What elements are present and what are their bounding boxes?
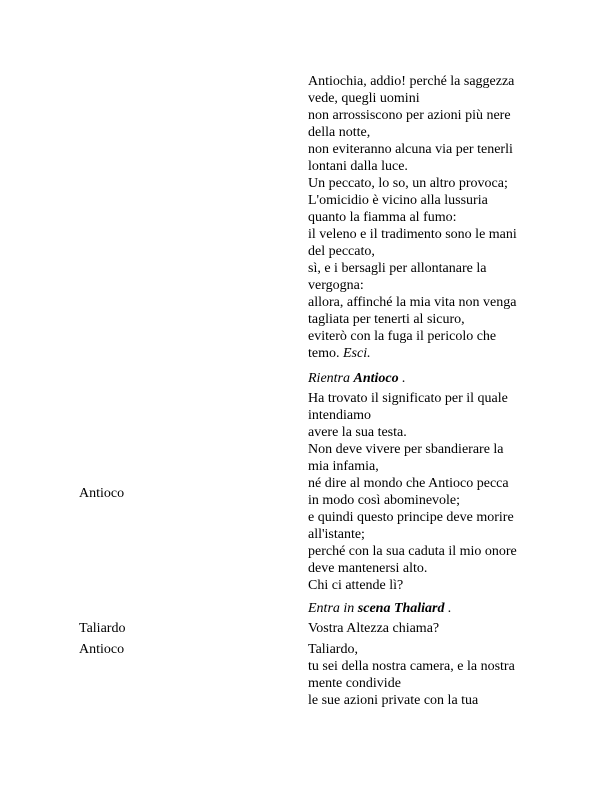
verse-line: sì, e i bersagli per allontanare la	[308, 261, 487, 276]
verse-line: non arrossiscono per azioni più nere	[308, 108, 511, 123]
verse-line: Non deve vivere per sbandierare la	[308, 442, 504, 457]
stage-direction-text: .	[444, 601, 452, 616]
verse-line: tagliata per tenerti al sicuro,	[308, 312, 465, 327]
speech-block-4	[308, 641, 543, 709]
speaker-name: Antioco	[79, 486, 125, 501]
verse-line: perché con la sua caduta il mio onore	[308, 544, 517, 559]
character-name: Antioco	[353, 371, 399, 386]
stage-direction-text: Entra in	[308, 601, 358, 616]
stage-direction-exit: Esci.	[343, 346, 371, 361]
verse-line: mia infamia,	[308, 459, 379, 474]
verse-line: eviterò con la fuga il pericolo che	[308, 329, 497, 344]
verse-line: in modo così abominevole;	[308, 493, 461, 508]
verse-line: del peccato,	[308, 244, 375, 259]
verse-line: intendiamo	[308, 408, 371, 423]
verse-line: Ha trovato il significato per il quale	[308, 391, 508, 406]
speaker-name: Taliardo	[79, 621, 126, 636]
verse-line: mente condivide	[308, 676, 401, 691]
verse-line: non eviteranno alcuna via per tenerli	[308, 142, 513, 157]
verse-line: Antiochia, addio! perché la saggezza	[308, 74, 515, 89]
verse-line: Vostra Altezza chiama?	[308, 621, 440, 636]
verse-line: della notte,	[308, 125, 371, 140]
verse-line: deve mantenersi alto.	[308, 561, 428, 576]
verse-line: vede, quegli uomini	[308, 91, 420, 106]
verse-line: Un peccato, lo so, un altro provoca;	[308, 176, 508, 191]
verse-line: Chi ci attende lì?	[308, 578, 404, 593]
character-name: scena Thaliard	[357, 601, 445, 616]
speaker-name: Antioco	[79, 642, 125, 657]
verse-line-final	[308, 345, 543, 362]
speech-block-1	[308, 73, 543, 362]
verse-line: tu sei della nostra camera, e la nostra	[308, 659, 515, 674]
stage-direction-text: Rientra	[308, 371, 354, 386]
verse-line: e quindi questo principe deve morire	[308, 510, 514, 525]
verse-line: all'istante;	[308, 527, 365, 542]
verse-line: avere la sua testa.	[308, 425, 407, 440]
stage-direction-text: .	[398, 371, 406, 386]
verse-line: lontani dalla luce.	[308, 159, 408, 174]
stage-direction-reenter	[308, 370, 543, 387]
verse-line: il veleno e il tradimento sono le mani	[308, 227, 517, 242]
verse-line: allora, affinché la mia vita non venga	[308, 295, 517, 310]
stage-direction-enter	[308, 600, 543, 617]
speech-block-3	[308, 620, 543, 637]
verse-line: vergogna:	[308, 278, 364, 293]
verse-text: temo.	[308, 346, 340, 361]
verse-line: L'omicidio è vicino alla lussuria	[308, 193, 488, 208]
verse-line: Taliardo,	[308, 642, 358, 657]
verse-line: né dire al mondo che Antioco pecca	[308, 476, 509, 491]
speech-block-2	[308, 390, 543, 594]
verse-line: quanto la fiamma al fumo:	[308, 210, 457, 225]
verse-line: le sue azioni private con la tua	[308, 693, 479, 708]
